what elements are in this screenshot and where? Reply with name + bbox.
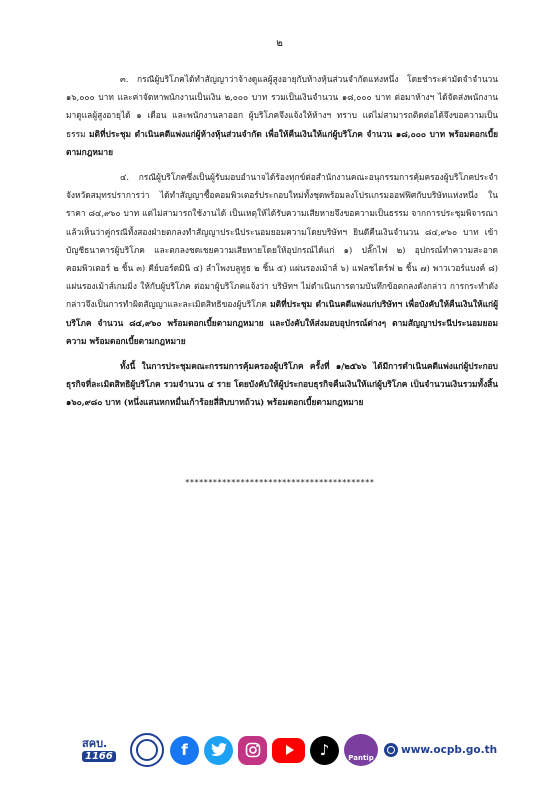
case-3-resolution: มติที่ประชุม ดำเนินคดีแพ่งแก่ผู้ห้างหุ้นส่วนจำกัด เพื่อให้คืนเงินให้แก่ผู้บริโภค จำนวน ๑๘,๐๐๐ บาท พร้อมดอกเบี้ยตามกฎหมาย: [66, 128, 498, 157]
brand-hotline-text: 1166: [82, 751, 116, 762]
ocpb-seal-icon: [130, 733, 164, 767]
case-4-text: ๔. กรณีผู้บริโภคซึ่งเป็นผู้รับมอบอำนาจได้ร้องทุกข์ต่อสำนักงานคณะอนุกรรมการคุ้มครองผู้บริโภคประจำจังหวัดสมุทรปราการว่า ได้ทำสัญญาซื้อคอมพิวเตอร์ประกอบใหม่ทั้งชุดพร้อมลงโปรแกรมออฟฟิศกับบริษัทแห่งหนึ่ง ในราคา ๘๔,๙๖๐ บาท แต่ไม่สามารถใช้งานได้ เป็นเหตุให้ได้รับความเสียหายจึงขอความเป็นธรรม จากการประชุมพิจารณาแล้วเห็นว่าคู่กรณีทั้งสองฝ่ายตกลงทำสัญญาประนีประนอมยอมความโดยบริษัทฯ ยินดีคืนเงินจำนวน ๘๔,๙๖๐ บาท เข้าบัญชีธนาคารผู้บริโภค และตกลงชดเชยความเสียหายโดยให้อุปกรณ์ได้แก่ ๑) ปลั๊กไฟ ๒) อุปกรณ์ทำความสะอาดคอมพิวเตอร์ ๒ ชิ้น ๓) คีย์บอร์ดมินิ ๔) ลำโพงบลูทูธ ๒ ชิ้น ๕) แผ่นรองเม้าส์ ๖) แฟลชไดร์ฟ ๒ ชิ้น ๗) พาวเวอร์แบงค์ ๘) แผ่นรองเม้าส์เกมมิ่ง ให้กับผู้บริโภค ต่อมาผู้บริโภคแจ้งว่า บริษัทฯ ไม่ดำเนินการตามบันทึกข้อตกลงดังกล่าว การกระทำดังกล่าวจึงเป็นการทำผิดสัญญาและละเมิดสิทธิของผู้บริโภค: [66, 172, 498, 310]
instagram-icon[interactable]: [238, 736, 267, 765]
youtube-icon[interactable]: [272, 738, 305, 763]
tiktok-icon[interactable]: ♪: [310, 736, 339, 765]
ocpb-brand-logo: [82, 738, 130, 762]
footer-bar: [82, 728, 512, 772]
pantip-icon[interactable]: [344, 734, 378, 766]
globe-icon: [384, 743, 398, 757]
case-4-resolution: มติที่ประชุม ดำเนินคดีแพ่งแก่บริษัทฯ เพื่อบังคับให้คืนเงินให้แก่ผู้บริโภค จำนวน ๘๔,๙๖๐ พร้อมดอกเบี้ยตามกฎหมาย และบังคับให้ส่งมอบอุปกรณ์ต่างๆ ตามสัญญาประนีประนอมยอมความ พร้อมดอกเบี้ยตามกฎหมาย: [66, 299, 498, 346]
website-link[interactable]: [384, 743, 497, 757]
brand-top-text: สคบ.: [82, 737, 108, 750]
page-number: ๒: [276, 38, 283, 49]
paragraph-case-3: [66, 70, 498, 161]
facebook-icon[interactable]: f: [170, 736, 199, 765]
case-3-text: ๓. กรณีผู้บริโภคได้ทำสัญญาว่าจ้างดูแลผู้สูงอายุกับห้างหุ้นส่วนจำกัดแห่งหนึ่ง โดยชำระค่ามัดจำจำนวน ๑๖,๐๐๐ บาท และค่าจัดหาพนักงานเป็นเงิน ๒,๐๐๐ บาท รวมเป็นเงินจำนวน ๑๘,๐๐๐ บาท ต่อมาห้างฯ ได้จัดส่งพนักงานมาดูแลผู้สูงอายุได้ ๑ เดือน และพนักงานลาออก ผู้บริโภคจึงแจ้งให้ห้างฯ ทราบ แต่ไม่สามารถติดต่อได้จึงขอความเป็นธรรม: [66, 74, 498, 139]
paragraph-case-4: [66, 168, 498, 350]
separator-line: *****************************************: [184, 478, 375, 487]
document-body: [66, 70, 498, 419]
twitter-icon[interactable]: [204, 736, 233, 765]
summary-paragraph: ทั้งนี้ ในการประชุมคณะกรรมการคุ้มครองผู้บริโภค ครั้งที่ ๑/๒๕๖๖ ได้มีการดำเนินคดีแพ่งแก่ผู้ประกอบธุรกิจที่ละเมิดสิทธิผู้บริโภค รวมจำนวน ๔ ราย โดยบังคับให้ผู้ประกอบธุรกิจคืนเงินให้แก่ผู้บริโภค เป็นจำนวนเงินรวมทั้งสิ้น ๑๖๐,๙๘๐ บาท (หนึ่งแสนหกหมื่นเก้าร้อยสี่สิบบาทถ้วน) พร้อมดอกเบี้ยตามกฎหมาย: [66, 361, 498, 408]
pantip-label: Pantip: [348, 754, 374, 762]
website-text: www.ocpb.go.th: [401, 744, 498, 756]
